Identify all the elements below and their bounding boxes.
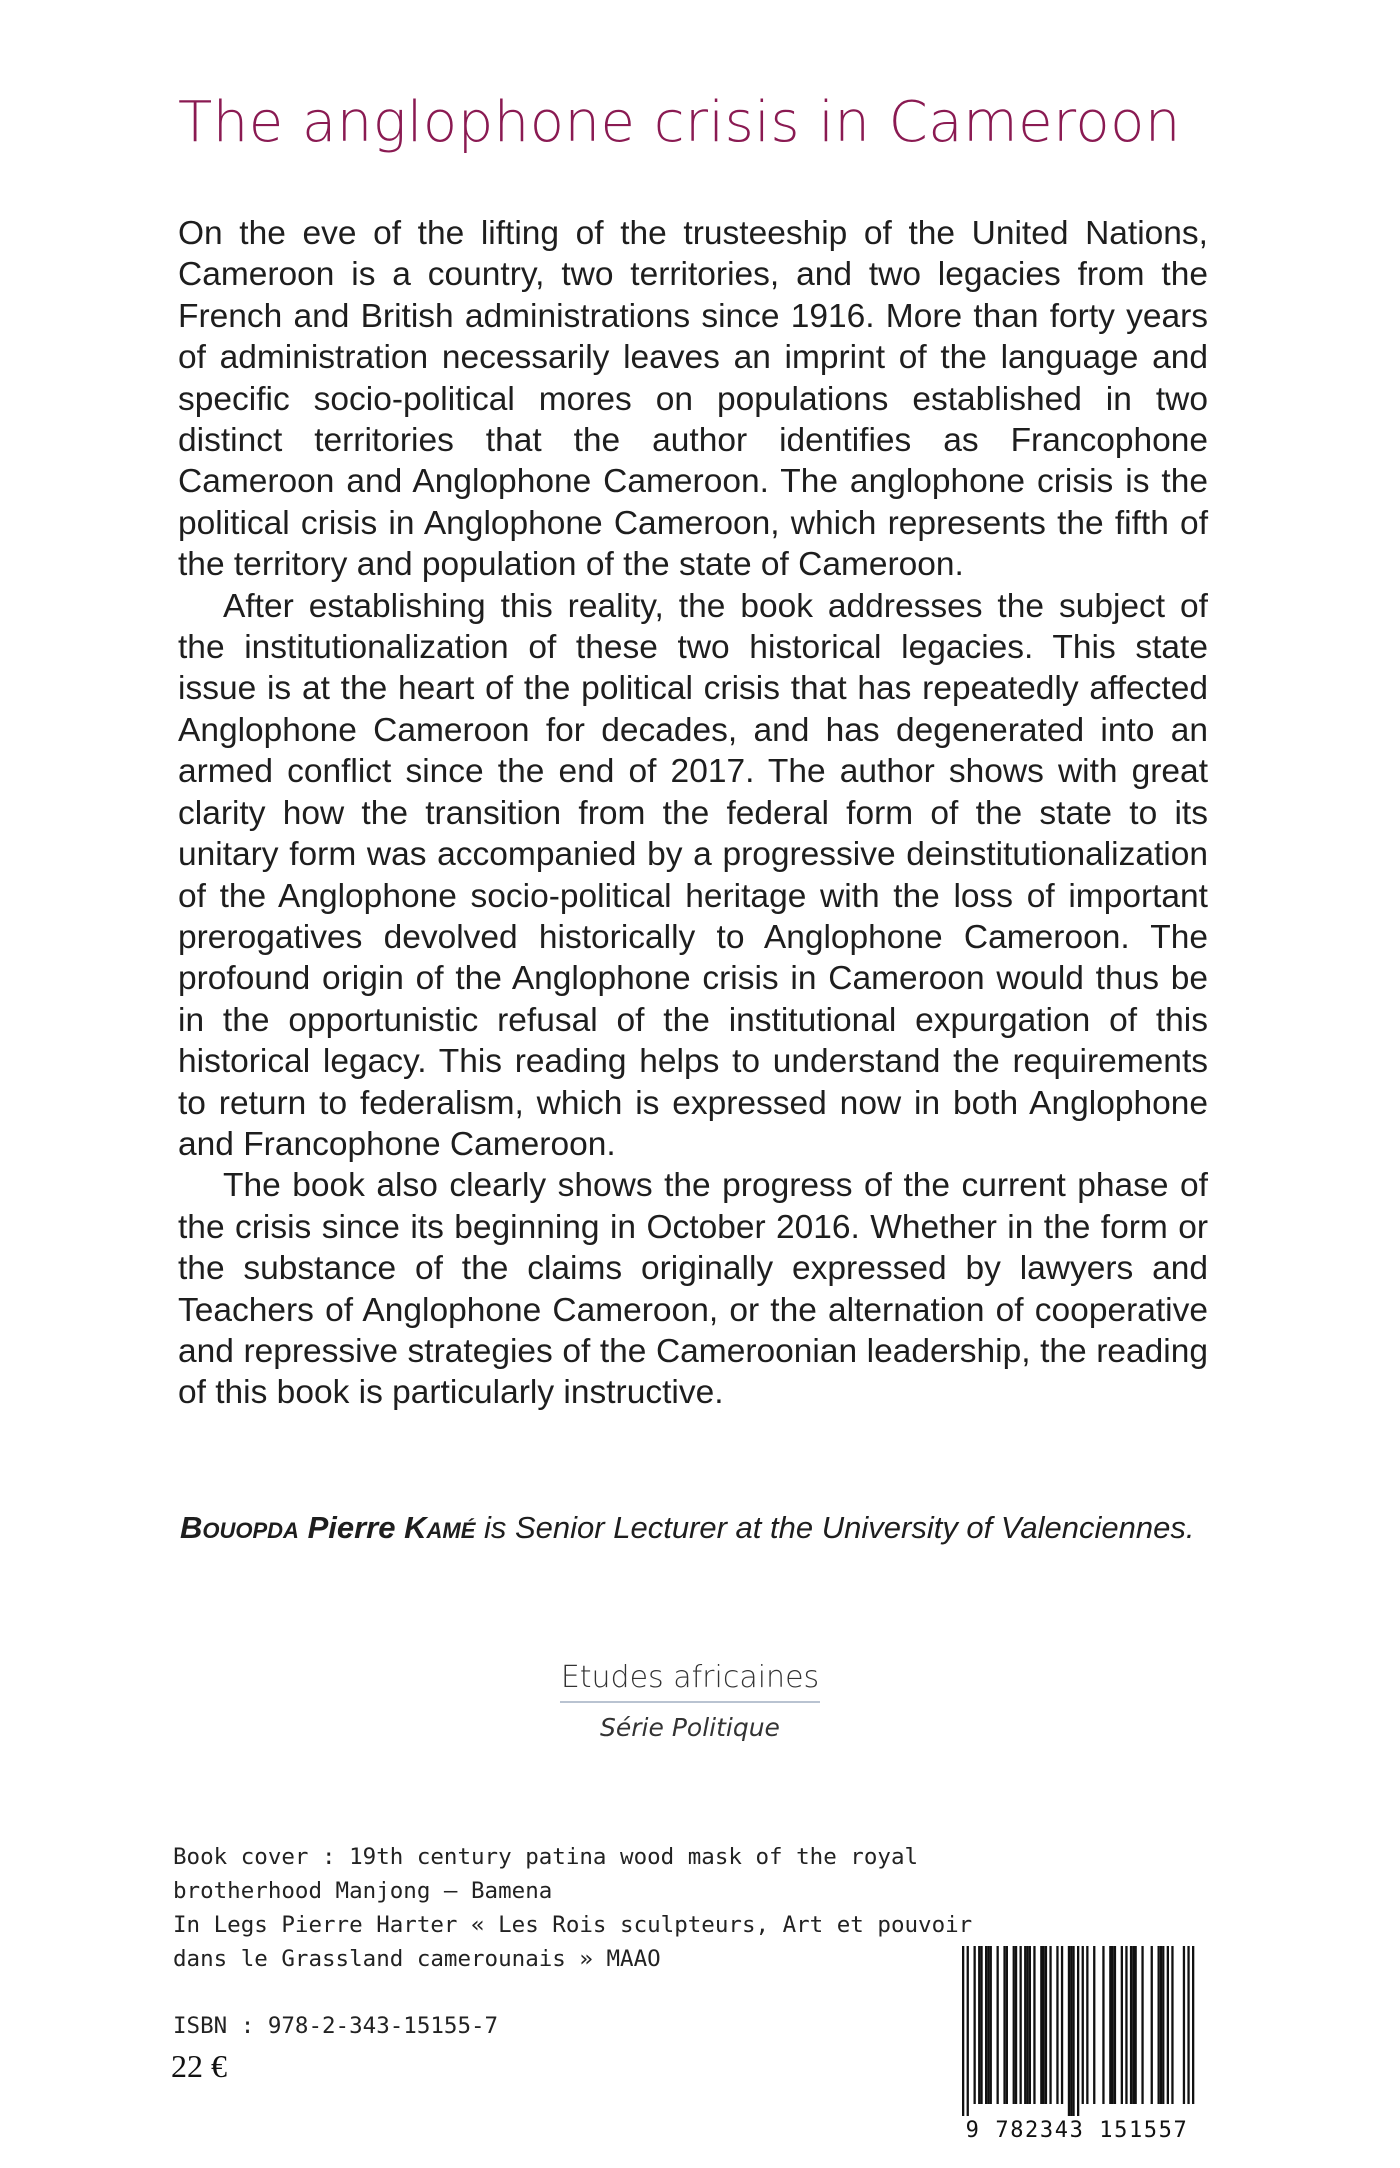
barcode-bar — [1070, 1946, 1072, 2116]
barcode-bar — [1125, 1946, 1127, 2104]
barcode-bar — [1068, 1946, 1070, 2116]
barcode-bar — [1045, 1946, 1047, 2104]
barcode-bar — [1093, 1946, 1095, 2104]
series-title: Etudes africaines — [560, 1660, 820, 1703]
author-last-name: Kamé — [404, 1510, 476, 1545]
barcode-bar — [1013, 1946, 1015, 2104]
barcode-bar — [1135, 1946, 1137, 2104]
cover-credits — [173, 1840, 973, 1976]
barcode-bar — [1086, 1946, 1088, 2104]
barcode-digits: 9 782343 151557 — [965, 2118, 1189, 2143]
barcode-bar — [1130, 1946, 1132, 2104]
barcode-bar — [1056, 1946, 1058, 2104]
barcode-bar — [1171, 1946, 1173, 2104]
barcode-bar — [1158, 1946, 1160, 2104]
barcode-bar — [1112, 1946, 1114, 2104]
isbn: ISBN : 978-2-343-15155-7 — [173, 2013, 499, 2039]
barcode-bar — [974, 1946, 976, 2104]
summary-paragraph: The book also clearly shows the progress of the current phase of the crisis since its beginning in October 2016. Whether in the form or the substance of the claims originally expressed by lawyers and Teachers of Anglophone Cameroon, or the alternation of cooperative and repressive strategies of the Cameroonian leadership, the reading of this book is particularly instructive. — [178, 1167, 1208, 1412]
barcode-bar — [1033, 1946, 1035, 2104]
barcode-bar — [1024, 1946, 1026, 2104]
summary-paragraph: After establishing this reality, the book addresses the subject of the institutionalization of these two historical legacies. This state issue is at the heart of the political crisis that has repeatedly affected Anglophone Cameroon for decades, and has degenerated into an armed conflict since the end of 2017. The author shows with great clarity how the transition from the federal form of the state to its unitary form was accompanied by a progressive deinstitutionalization of the Anglophone socio-political heritage with the loss of important prerogatives devolved historically to Anglophone Cameroon. The profound origin of the Anglophone crisis in Cameroon would thus be in the opportunistic refusal of the institutional expurgation of this historical legacy. This reading helps to understand the requirements to return to federalism, which is expressed now in both Anglophone and Francophone Cameroon. — [178, 587, 1208, 1163]
series-subtitle: Série Politique — [600, 1713, 780, 1742]
author-bio-text: is Senior Lecturer at the University of Valenciennes. — [475, 1510, 1195, 1545]
credit-line: brotherhood Manjong – Bamena — [173, 1878, 553, 1904]
barcode-bar — [1072, 1946, 1074, 2116]
barcode-bar — [1006, 1946, 1008, 2104]
barcode-bar — [1141, 1946, 1143, 2104]
price: 22 € — [171, 2048, 227, 2084]
barcode-bar — [1015, 1946, 1017, 2104]
author-name — [180, 1510, 475, 1545]
barcode-bar — [1082, 1946, 1084, 2104]
barcode — [948, 1946, 1206, 2146]
barcode-bar — [1187, 1946, 1189, 2104]
barcode-bar — [1151, 1946, 1153, 2104]
barcode-bar — [967, 1946, 969, 2116]
barcode-bar — [1132, 1946, 1134, 2104]
barcode-bar — [1029, 1946, 1031, 2104]
barcode-bar — [1192, 1946, 1194, 2104]
back-cover-summary — [178, 213, 1208, 1414]
barcode-bar — [1061, 1946, 1063, 2104]
barcode-bar — [990, 1946, 992, 2104]
barcode-bar — [962, 1946, 964, 2116]
author-middle-name: Pierre — [307, 1510, 396, 1545]
barcode-bar — [1121, 1946, 1123, 2104]
barcode-bar — [980, 1946, 982, 2104]
barcode-bar — [1183, 1946, 1185, 2104]
barcode-bar — [997, 1946, 999, 2104]
credit-line: In Legs Pierre Harter « Les Rois sculpteurs, Art et pouvoir — [173, 1912, 973, 1938]
barcode-bar — [1160, 1946, 1162, 2104]
barcode-bar — [1114, 1946, 1116, 2104]
barcode-bar — [1003, 1946, 1005, 2104]
barcode-bar — [987, 1946, 989, 2104]
barcode-bar — [1049, 1946, 1051, 2104]
barcode-bar — [1020, 1946, 1022, 2104]
author-bio — [180, 1510, 1220, 1546]
page-title: The anglophone crisis in Cameroon — [178, 90, 1181, 155]
barcode-bar — [1162, 1946, 1164, 2104]
credit-line: dans le Grassland camerounais » MAAO — [173, 1946, 661, 1972]
barcode-bar — [1040, 1946, 1042, 2104]
series-block — [560, 1660, 820, 1742]
barcode-bars — [948, 1946, 1206, 2116]
barcode-bar — [1167, 1946, 1169, 2104]
barcode-bar — [1043, 1946, 1045, 2104]
barcode-bar — [1102, 1946, 1104, 2104]
barcode-bar — [1026, 1946, 1028, 2104]
barcode-bar — [1077, 1946, 1079, 2116]
barcode-bar — [985, 1946, 987, 2104]
credit-line: Book cover : 19th century patina wood mask of the royal — [173, 1844, 919, 1870]
barcode-bar — [978, 1946, 980, 2104]
barcode-bar — [1109, 1946, 1111, 2104]
summary-paragraph: On the eve of the lifting of the trusteeship of the United Nations, Cameroon is a country, two territories, and two legacies from the French and British administrations since 1916. More than forty years of administration necessarily leaves an imprint of the language and specific socio-political mores on populations established in two distinct territories that the author identifies as Francophone Cameroon and Anglophone Cameroon. The anglophone crisis is the political crisis in Anglophone Cameroon, which represents the fifth of the territory and population of the state of Cameroon. — [178, 215, 1208, 584]
author-first-name: Bouopda — [180, 1510, 299, 1545]
